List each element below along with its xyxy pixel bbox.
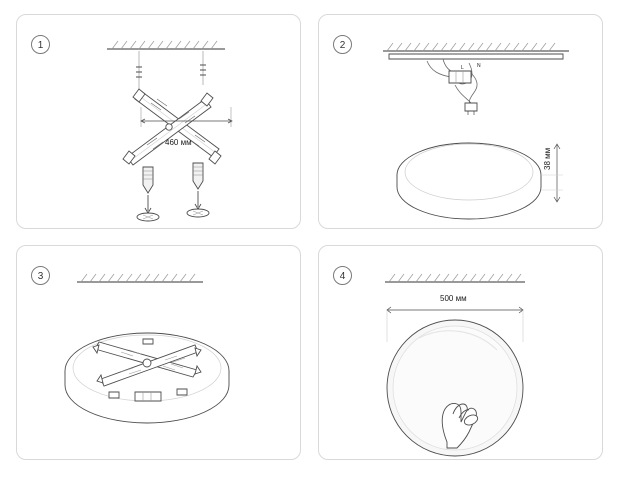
fixture-height-dimension: 38 мм xyxy=(543,147,552,170)
live-wire-label: L xyxy=(461,65,464,71)
hatched-ceiling-icon xyxy=(107,41,225,49)
neutral-wire-label: N xyxy=(477,63,481,69)
step-4-drawing xyxy=(319,246,604,461)
hatched-ceiling-icon xyxy=(385,274,525,282)
hatched-ceiling-icon xyxy=(77,274,203,282)
panel-step-2 xyxy=(318,14,603,229)
terminal-block-icon xyxy=(449,71,471,83)
hatched-ceiling-icon xyxy=(383,43,569,51)
screw-icon xyxy=(136,65,206,77)
panel-step-3 xyxy=(16,245,301,460)
panel-step-4 xyxy=(318,245,603,460)
bracket-span-dimension: 460 мм xyxy=(165,138,192,147)
step-3-drawing xyxy=(17,246,302,461)
cross-bracket-icon xyxy=(389,54,563,59)
fixture-base-icon xyxy=(65,333,229,423)
step-badge-4: 4 xyxy=(333,266,352,285)
plug-icon xyxy=(465,103,477,115)
step-badge-1: 1 xyxy=(31,35,50,54)
step-1-drawing xyxy=(17,15,302,230)
step-badge-2: 2 xyxy=(333,35,352,54)
step-badge-3: 3 xyxy=(31,266,50,285)
diffuser-diameter-dimension: 500 мм xyxy=(440,294,467,303)
mounting-axis-lines xyxy=(139,51,203,101)
screw-icon-down xyxy=(143,163,203,193)
step-2-drawing xyxy=(319,15,604,230)
round-fixture-icon xyxy=(397,143,541,219)
terminal-block-icon xyxy=(135,392,161,401)
panel-step-1 xyxy=(16,14,301,229)
